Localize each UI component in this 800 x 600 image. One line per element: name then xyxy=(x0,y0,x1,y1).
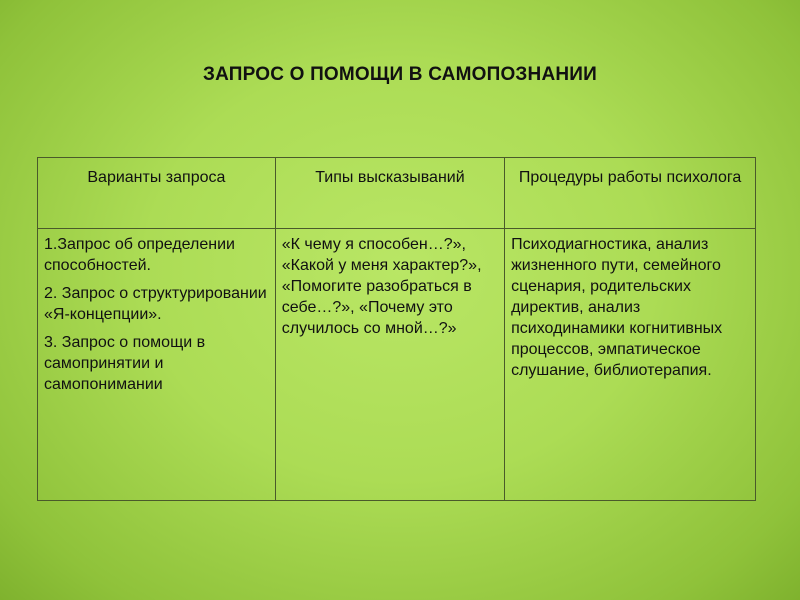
table-row xyxy=(38,229,756,501)
request-variant-2: 2. Запрос о структурировании «Я-концепции». xyxy=(44,285,267,323)
cell-request-variants xyxy=(38,229,276,501)
request-variant-1: 1.Запрос об определении способностей. xyxy=(44,236,235,274)
cell-psychologist-procedures: Психодиагностика, анализ жизненного пути, семейного сценария, родительских директив, анализ психодинамики когнитивных процессов, эмпатическое слушание, библиотерапия. xyxy=(505,229,756,501)
header-statement-types: Типы высказываний xyxy=(275,158,504,229)
slide-title: ЗАПРОС О ПОМОЩИ В САМОПОЗНАНИИ xyxy=(202,64,597,85)
header-psychologist-procedures: Процедуры работы психолога xyxy=(505,158,756,229)
header-request-variants: Варианты запроса xyxy=(38,158,276,229)
cell-statement-types: «К чему я способен…?», «Какой у меня характер?», «Помогите разобраться в себе…?», «Почему это случилось со мной…?» xyxy=(275,229,504,501)
request-variant-3: 3. Запрос о помощи в самопринятии и самопонимании xyxy=(44,334,206,393)
procedures-table xyxy=(37,157,756,501)
table-header-row xyxy=(38,158,756,229)
